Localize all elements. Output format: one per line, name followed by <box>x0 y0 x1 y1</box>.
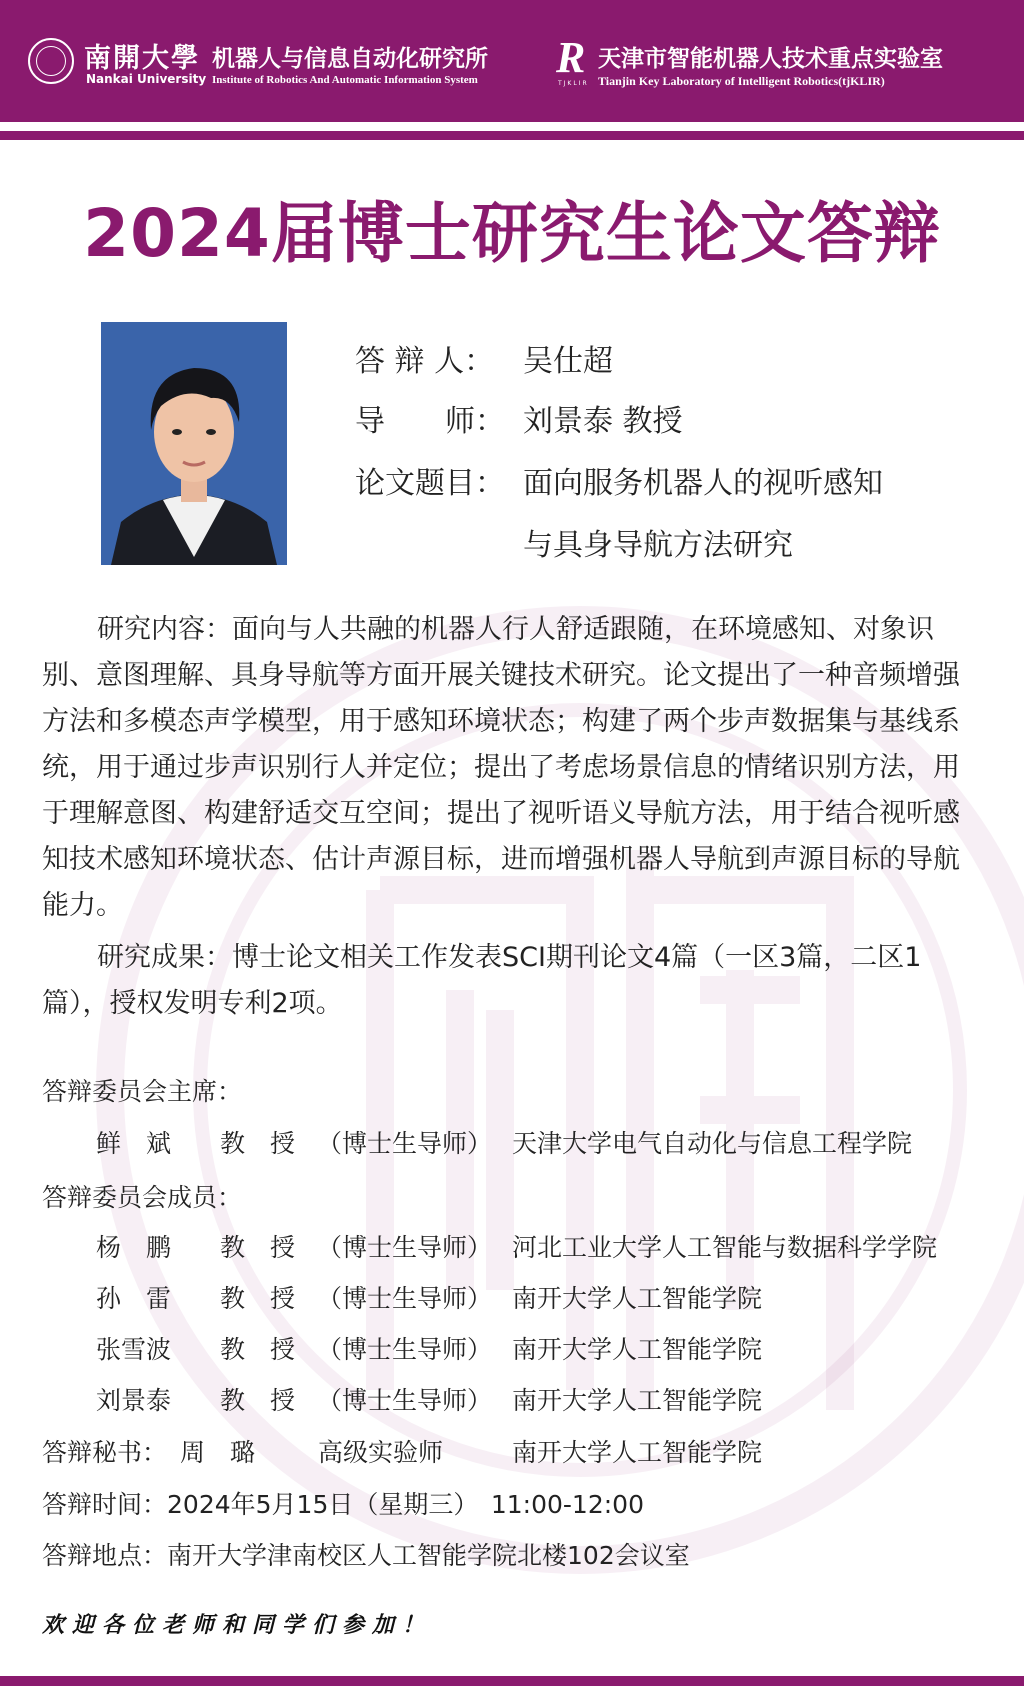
university-name-cn: 南開大學 <box>84 43 200 74</box>
advisor-row <box>355 396 683 440</box>
research-results: 研究成果：博士论文相关工作发表SCI期刊论文4篇（一区3篇，二区1篇），授权发明专利2项。 <box>42 942 922 1019</box>
thesis-row-2 <box>355 520 793 564</box>
lab-r-logo-icon: R <box>556 33 586 82</box>
thesis-title-line1: 面向服务机器人的视听感知 <box>523 466 883 501</box>
defense-time: 2024年5月15日（星期三） 11:00-12:00 <box>167 1490 644 1519</box>
lab-name-en: Tianjin Key Laboratory of Intelligent Robotics(tjKLIR) <box>598 74 885 88</box>
defense-place: 南开大学津南校区人工智能学院北楼102会议室 <box>167 1541 690 1570</box>
institute-name-en: Institute of Robotics And Automatic Information System <box>212 74 478 86</box>
header-banner <box>0 0 1024 122</box>
member-org: 南开大学人工智能学院 <box>512 1386 763 1415</box>
defender-row <box>355 336 613 380</box>
secretary-org: 南开大学人工智能学院 <box>512 1438 763 1467</box>
member-name: 张雪波 <box>96 1335 172 1364</box>
secretary-name: 周 璐 <box>180 1438 256 1467</box>
header-divider <box>0 131 1024 140</box>
page-title: 2024届博士研究生论文答辩 <box>83 195 941 272</box>
thesis-row <box>355 458 883 502</box>
welcome-message: 欢迎各位老师和同学们参加！ <box>42 1612 433 1638</box>
lab-name-cn: 天津市智能机器人技术重点实验室 <box>598 46 943 72</box>
thesis-title-line2: 与具身导航方法研究 <box>523 528 793 563</box>
member-title: 教 授 <box>220 1233 296 1262</box>
member-org: 河北工业大学人工智能与数据科学学院 <box>512 1233 938 1262</box>
member-org: 南开大学人工智能学院 <box>512 1284 763 1313</box>
defender-name: 吴仕超 <box>523 344 613 379</box>
member-title: 教 授 <box>220 1284 296 1313</box>
advisor-name: 刘景泰 教授 <box>523 404 683 439</box>
defender-photo <box>101 322 287 565</box>
committee-members-label: 答辩委员会成员： <box>42 1183 243 1212</box>
member-org: 南开大学人工智能学院 <box>512 1335 763 1364</box>
university-name-en: Nankai University <box>86 72 207 86</box>
institute-name-cn: 机器人与信息自动化研究所 <box>212 46 488 72</box>
defense-time-row <box>42 1485 644 1521</box>
chair-org: 天津大学电气自动化与信息工程学院 <box>512 1129 913 1158</box>
member-name: 孙 雷 <box>96 1284 172 1313</box>
lab-logo-caption: TJKLIR <box>558 80 589 87</box>
member-role: （博士生导师） <box>317 1233 493 1262</box>
nankai-seal-logo <box>28 38 74 84</box>
member-role: （博士生导师） <box>317 1284 493 1313</box>
place-label: 答辩地点： <box>42 1541 168 1570</box>
member-name: 刘景泰 <box>96 1386 172 1415</box>
time-label: 答辩时间： <box>42 1490 168 1519</box>
secretary-label: 答辩秘书： <box>42 1438 168 1467</box>
defense-place-row <box>42 1536 690 1572</box>
committee-chair-label: 答辩委员会主席： <box>42 1077 243 1106</box>
chair-role: （博士生导师） <box>317 1129 493 1158</box>
research-content: 研究内容：面向与人共融的机器人行人舒适跟随，在环境感知、对象识别、意图理解、具身导航等方面开展关键技术研究。论文提出了一种音频增强方法和多模态声学模型，用于感知环境状态；构建了两个步声数据集与基线系统，用于通过步声识别行人并定位；提出了考虑场景信息的情绪识别方法，用于理解意图、构建舒适交互空间；提出了视听语义导航方法，用于结合视听感知技术感知环境状态、估计声源目标，进而增强机器人导航到声源目标的导航能力。 <box>42 614 960 921</box>
thesis-label: 论文题目： <box>355 466 505 501</box>
defender-label: 答 辩 人： <box>355 344 495 379</box>
member-role: （博士生导师） <box>317 1335 493 1364</box>
member-name: 杨 鹏 <box>96 1233 172 1262</box>
member-title: 教 授 <box>220 1335 296 1364</box>
member-role: （博士生导师） <box>317 1386 493 1415</box>
chair-title: 教 授 <box>220 1129 296 1158</box>
secretary-title: 高级实验师 <box>318 1438 444 1467</box>
advisor-label: 导 师： <box>355 404 505 439</box>
chair-name: 鲜 斌 <box>96 1129 172 1158</box>
member-title: 教 授 <box>220 1386 296 1415</box>
footer-bar <box>0 1676 1024 1686</box>
